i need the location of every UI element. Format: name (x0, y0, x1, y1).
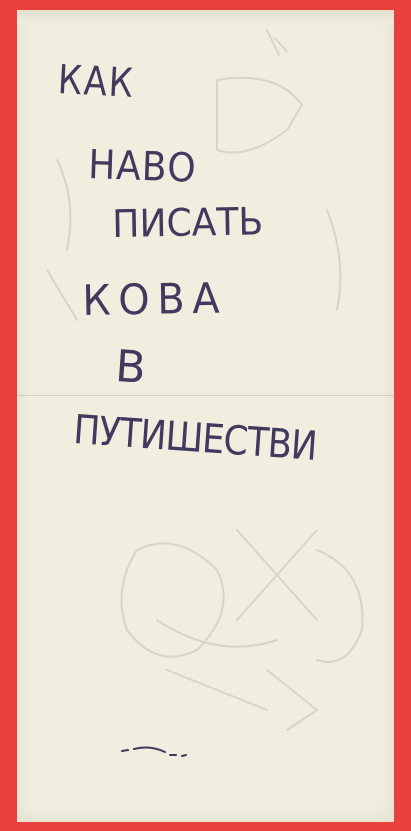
handwritten-line-1: КАК (56, 57, 136, 107)
handwritten-line-4: КОВА (81, 273, 228, 325)
paper-note (17, 10, 394, 822)
pen-scribble-mark (120, 743, 190, 761)
handwritten-line-5: В (113, 341, 148, 394)
handwritten-line-6: ПУТИШЕСТВИ (72, 407, 319, 470)
handwritten-line-2: НАВО (87, 142, 198, 192)
handwritten-line-3: ПИСАТЬ (111, 199, 264, 246)
